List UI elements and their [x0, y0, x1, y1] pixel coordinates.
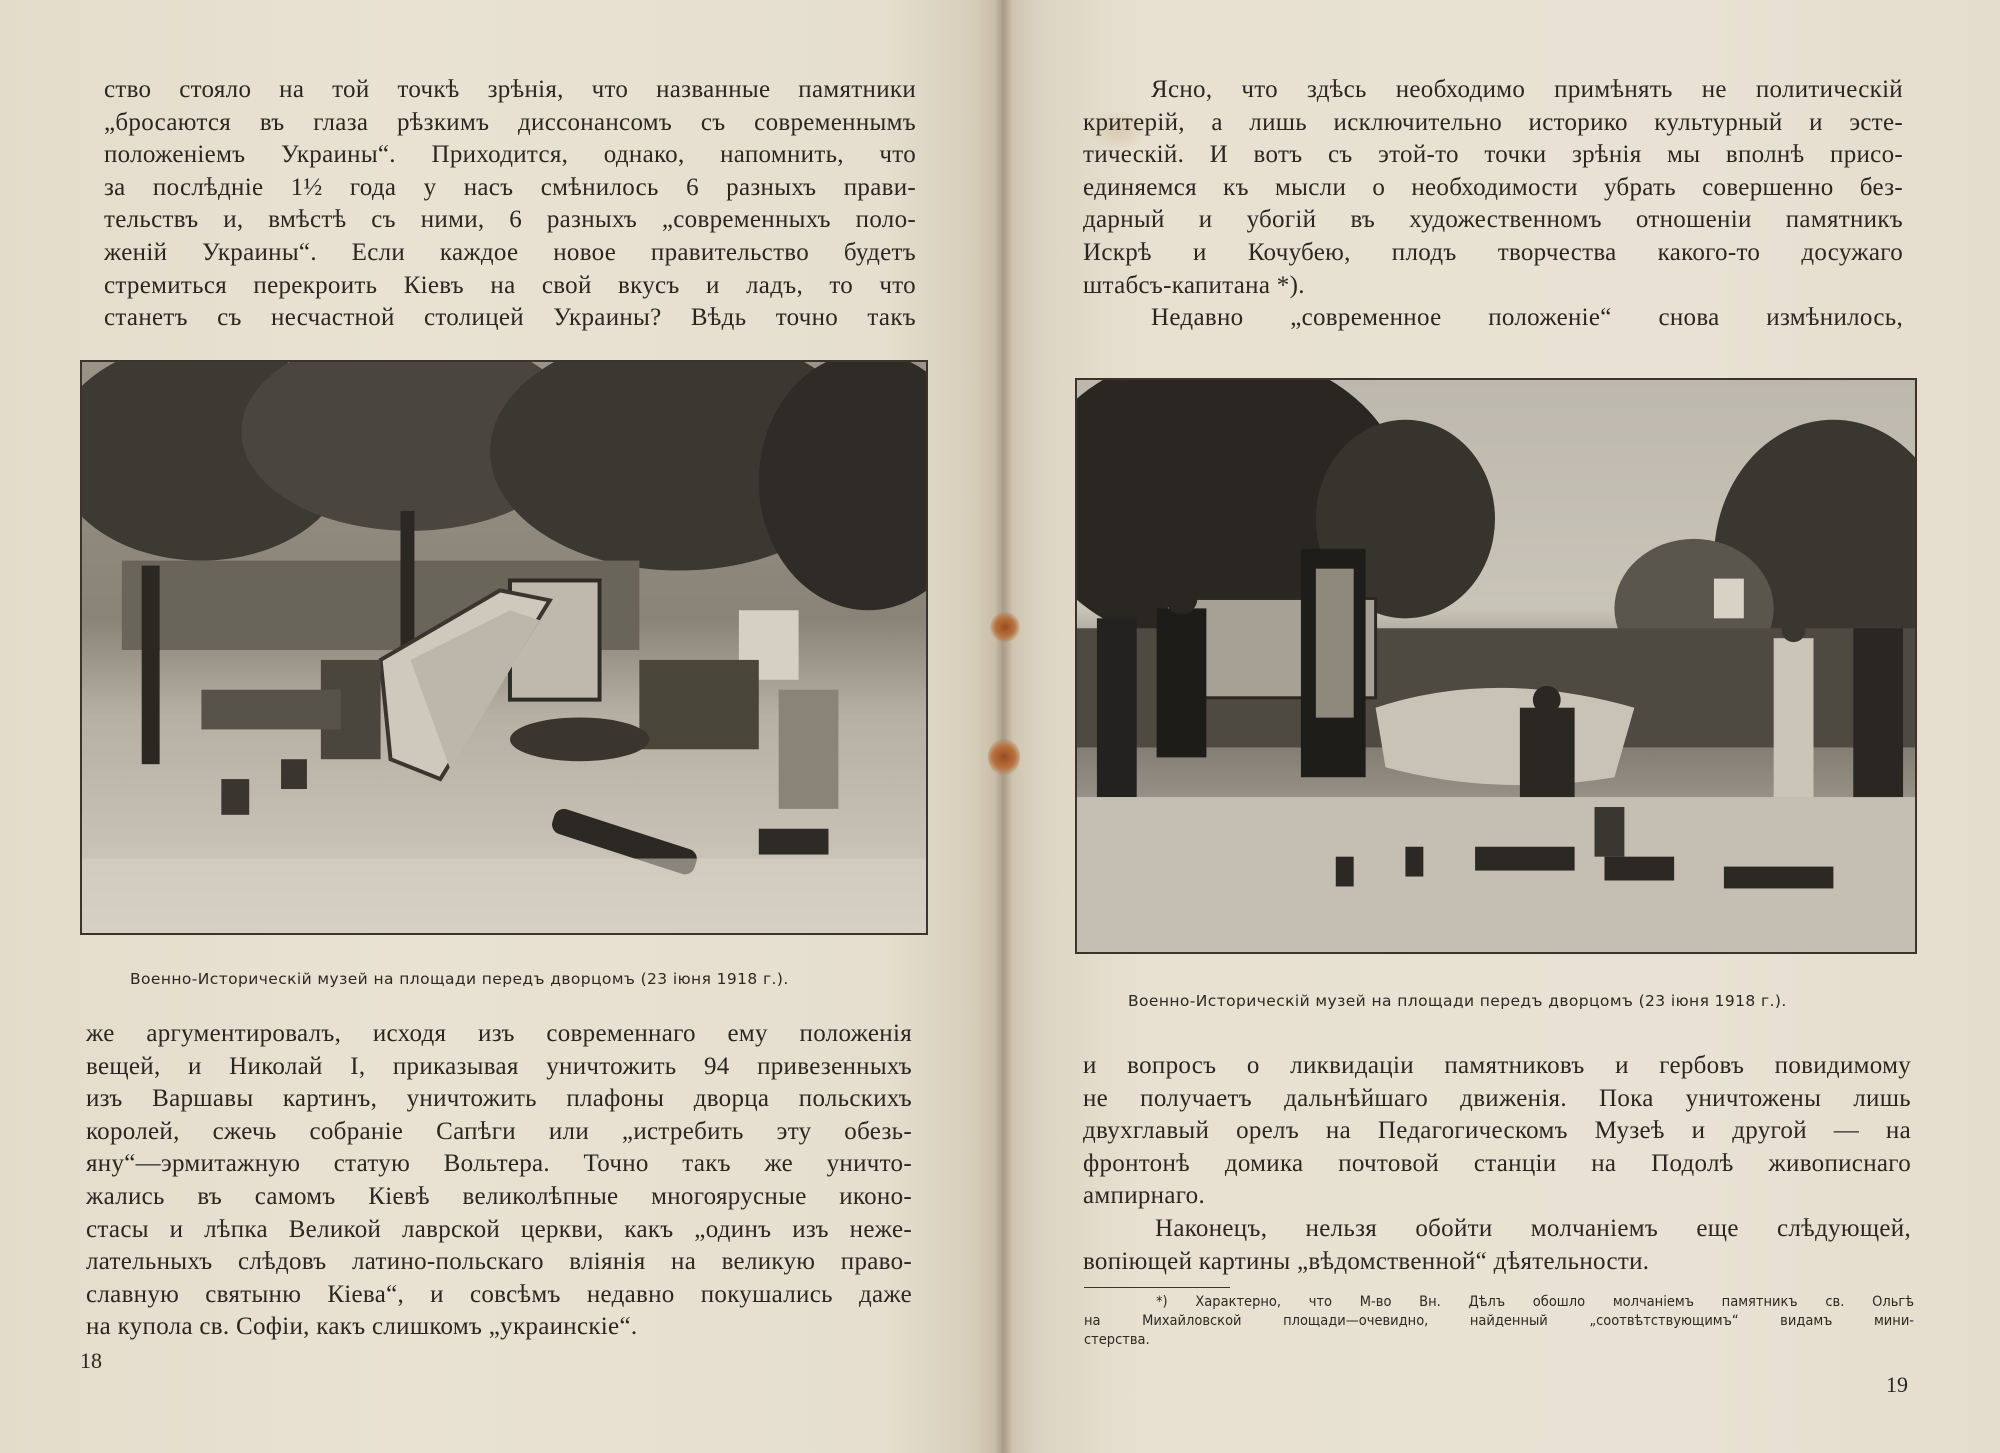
rust-stain: [988, 738, 1020, 776]
museum-photo-left: [80, 360, 928, 935]
text-line: критерій, а лишь исключительно историко культурный и эсте-: [1083, 108, 1903, 136]
text-line: жались въ самомъ Кіевѣ великолѣпные многоярусные иконо-: [86, 1182, 912, 1210]
text-line: единяемся къ мысли о необходимости убрать совершенно без-: [1083, 173, 1903, 201]
text-line: королей, сжечь собраніе Сапѣги или „истребить эту обезь-: [86, 1117, 912, 1145]
right-top-paragraph: [1083, 74, 1903, 335]
photo-caption-left: Военно-Историческій музей на площади передъ дворцомъ (23 іюня 1918 г.).: [130, 970, 789, 988]
text-line: вещей, и Николай I, приказывая уничтожить 94 привезенныхъ: [86, 1052, 912, 1080]
text-line: Недавно „современное положеніе“ снова измѣнилось,: [1151, 304, 1903, 332]
rust-stain: [990, 612, 1020, 642]
museum-photo-right: [1075, 378, 1917, 954]
footnote-line: *) Характерно, что М-во Вн. Дѣлъ обошло молчаніемъ памятникъ св. Ольгѣ: [1156, 1294, 1914, 1310]
photo-caption-right: Военно-Историческій музей на площади передъ дворцомъ (23 іюня 1918 г.).: [1128, 992, 1787, 1010]
left-top-paragraph: [104, 74, 916, 335]
page-number-left: 18: [80, 1348, 102, 1373]
text-line: штабсъ-капитана *).: [1083, 271, 1305, 299]
photo-image: [82, 362, 926, 933]
text-line: „бросаются въ глаза рѣзкимъ диссонансомъ съ современнымъ: [104, 108, 916, 136]
text-line: за послѣдніе 1½ года у насъ смѣнилось 6 разныхъ прави-: [104, 173, 916, 201]
text-line: вопіющей картины „вѣдомственной“ дѣятельности.: [1083, 1247, 1650, 1275]
text-line: стасы и лѣпка Великой лаврской церкви, какъ „одинъ изъ неже-: [86, 1215, 912, 1243]
text-line: двухглавый орелъ на Педагогическомъ Музеѣ и другой — на: [1083, 1117, 1911, 1145]
right-bottom-paragraph: [1083, 1050, 1911, 1278]
photo-image: [1077, 380, 1915, 952]
text-line: яну“—эрмитажную статую Вольтера. Точно такъ же уничто-: [86, 1150, 912, 1178]
footnote-line: стерства.: [1084, 1332, 1150, 1348]
text-line: дарный и убогій въ художественномъ отношеніи памятникъ: [1083, 206, 1903, 234]
text-line: Наконецъ, нельзя обойти молчаніемъ еще слѣдующей,: [1155, 1214, 1911, 1242]
text-line: станетъ съ несчастной столицей Украины? Вѣдь точно такъ: [104, 304, 916, 332]
page-number-right: 19: [1886, 1372, 1908, 1397]
text-line: лательныхъ слѣдовъ латино-польскаго вліянія на великую право-: [86, 1248, 912, 1276]
text-line: же аргументировалъ, исходя изъ современнаго ему положенія: [86, 1020, 912, 1047]
text-line: Ясно, что здѣсь необходимо примѣнять не политическій: [1151, 76, 1903, 103]
text-line: и вопросъ о ликвидаціи памятниковъ и гербовъ повидимому: [1083, 1052, 1911, 1079]
text-line: фронтонѣ домика почтовой станціи на Подолѣ живописнаго: [1083, 1149, 1911, 1177]
text-line: ство стояло на той точкѣ зрѣнія, что названные памятники: [104, 76, 916, 103]
book-gutter: [995, 0, 1013, 1453]
text-line: тельствъ и, вмѣстѣ съ ними, 6 разныхъ „современныхъ поло-: [104, 206, 916, 234]
text-line: славную святыню Кіева“, и совсѣмъ недавно покушались даже: [86, 1280, 912, 1308]
text-line: ампирнаго.: [1083, 1182, 1206, 1210]
text-line: положеніемъ Украины“. Приходится, однако, напомнить, что: [104, 141, 916, 169]
text-line: женій Украины“. Если каждое новое правительство будетъ: [104, 238, 916, 266]
footnote-rule: [1084, 1287, 1230, 1288]
text-line: изъ Варшавы картинъ, уничтожить плафоны дворца польскихъ: [86, 1085, 912, 1113]
text-line: стремиться перекроить Кіевъ на свой вкусъ и ладъ, то что: [104, 271, 916, 299]
text-line: Искрѣ и Кочубею, плодъ творчества какого-то досужаго: [1083, 238, 1903, 266]
left-bottom-paragraph: [86, 1018, 912, 1344]
text-line: не получаетъ дальнѣйшаго движенія. Пока уничтожены лишь: [1083, 1084, 1911, 1112]
text-line: тическій. И вотъ съ этой-то точки зрѣнія мы вполнѣ присо-: [1083, 141, 1903, 169]
footnote: [1084, 1293, 1914, 1350]
footnote-line: на Михайловской площади—очевидно, найденный „соотвѣтствующимъ“ видамъ мини-: [1084, 1313, 1914, 1329]
text-line: на купола св. Софіи, какъ слишкомъ „украинскіе“.: [86, 1313, 638, 1341]
